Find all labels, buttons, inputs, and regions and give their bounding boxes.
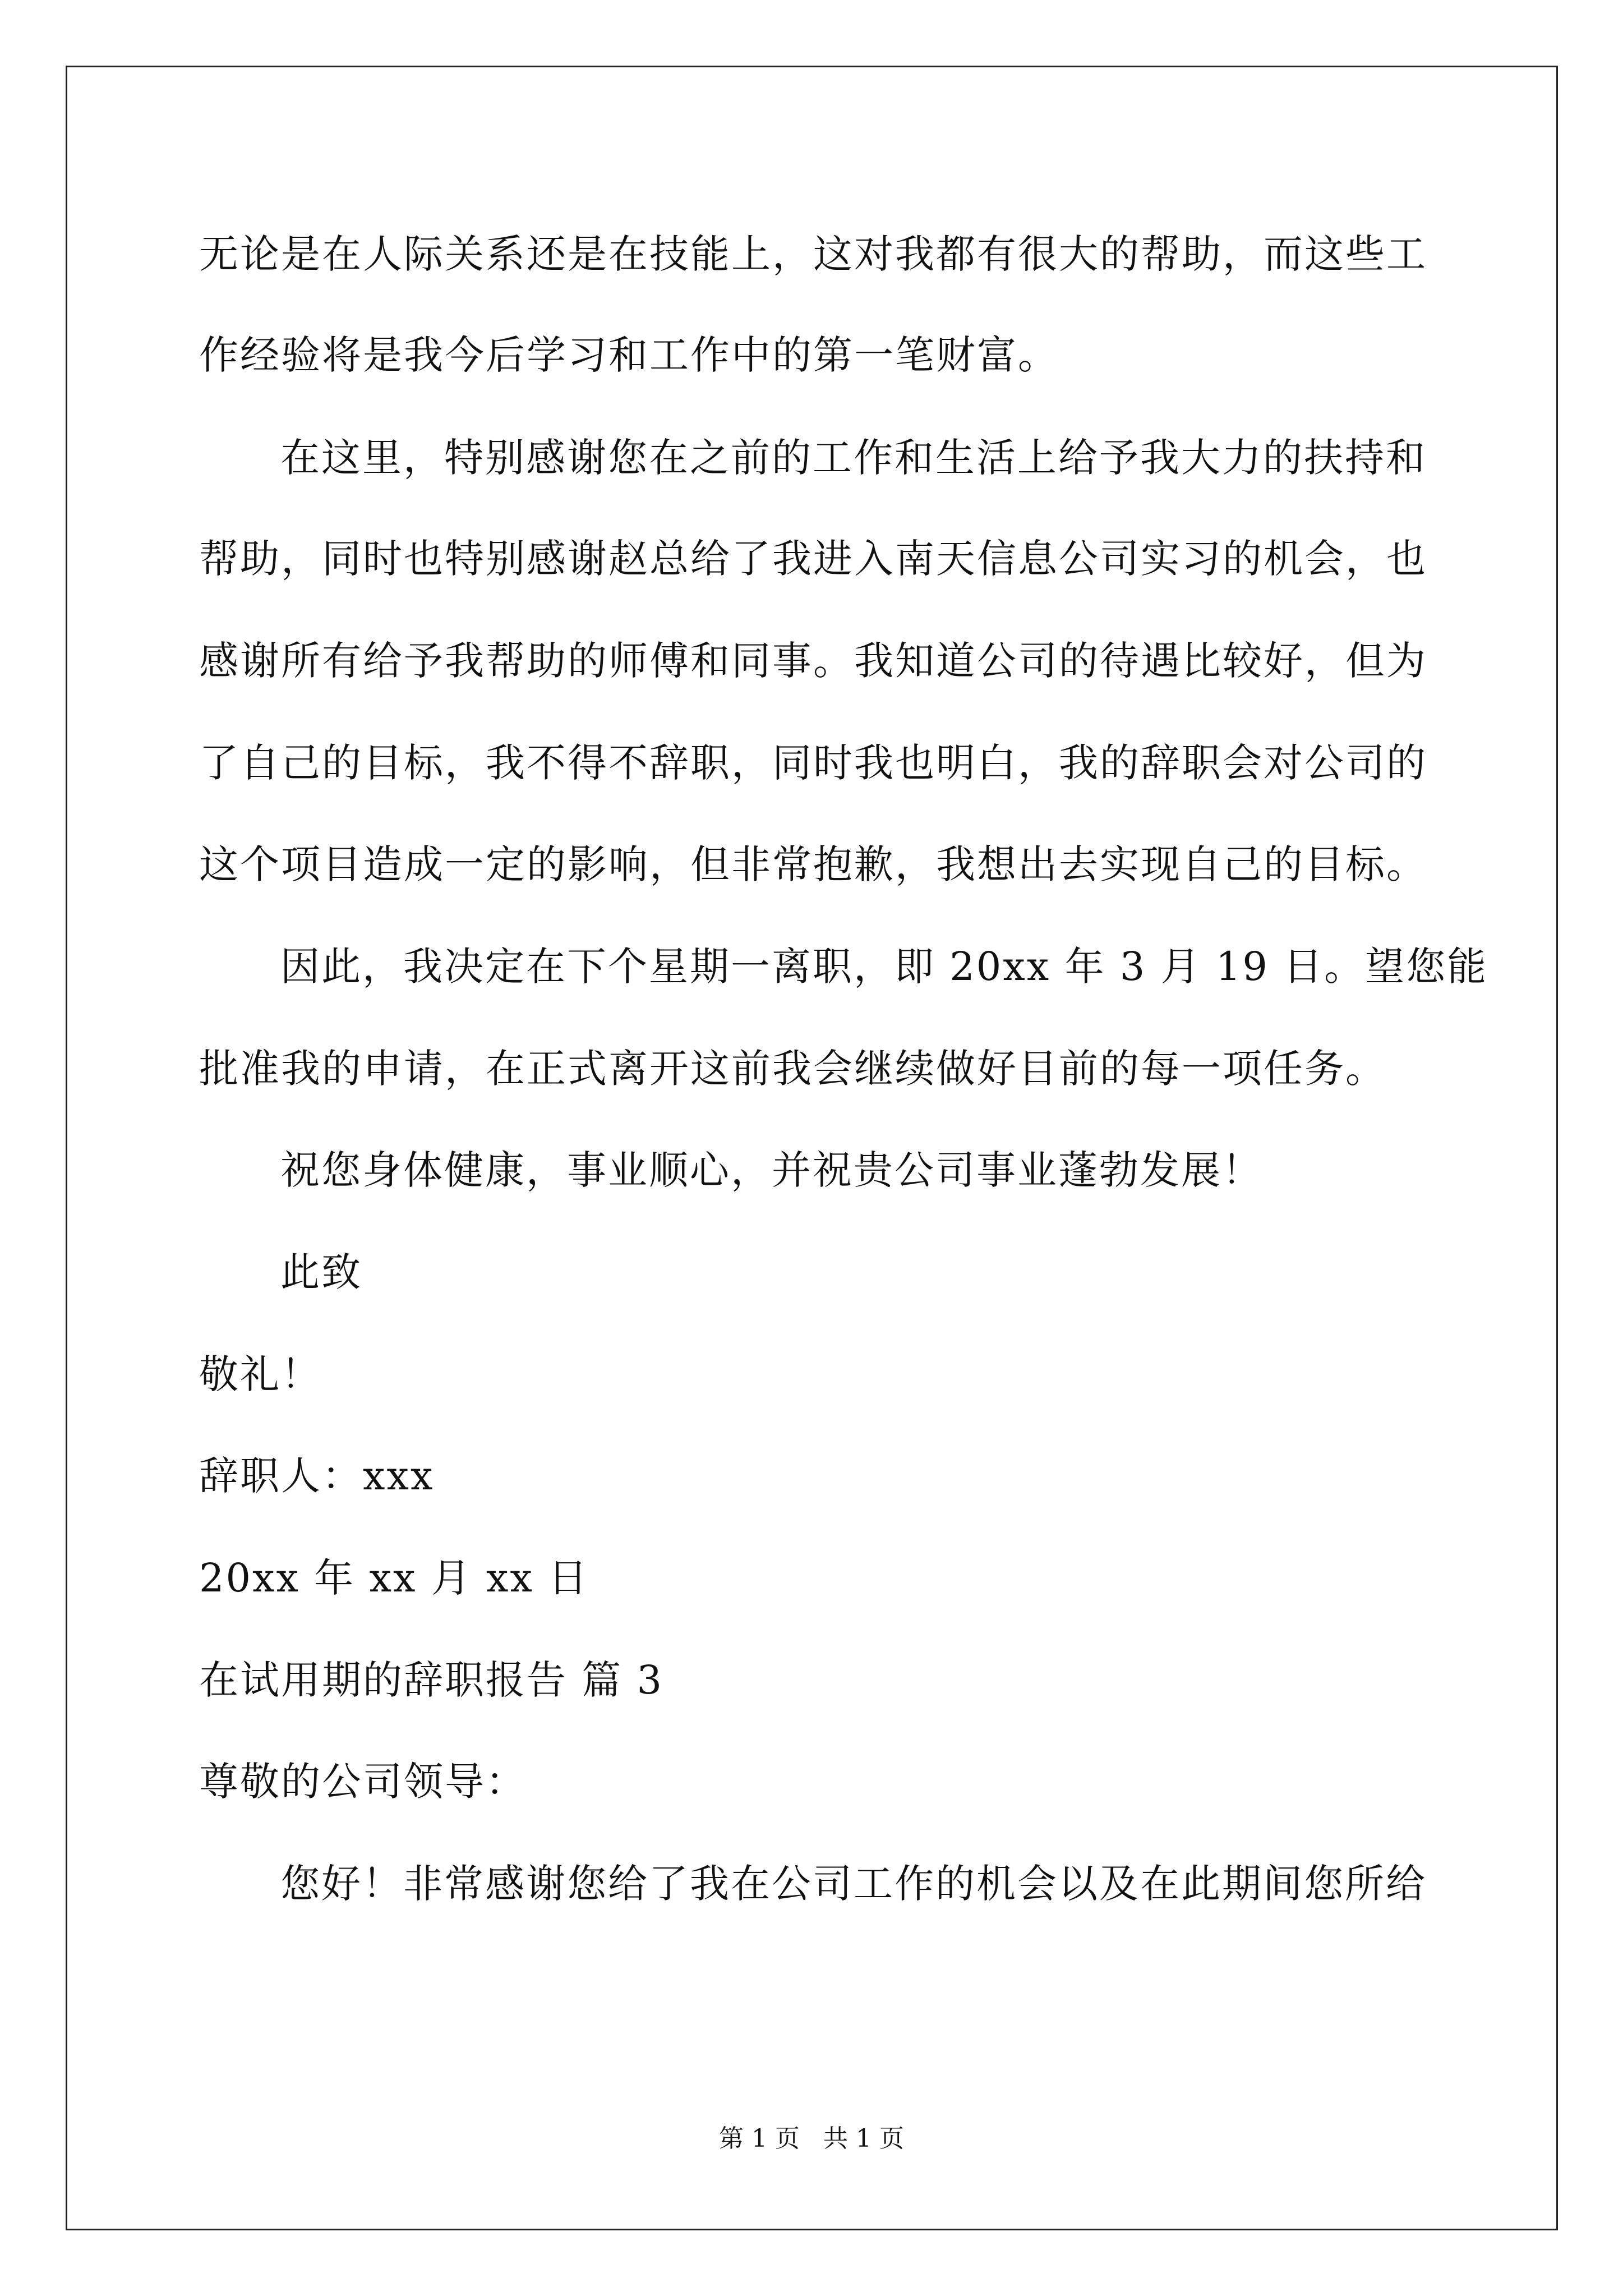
closing-salutation: 此致 — [280, 1249, 362, 1295]
section-heading: 在试用期的辞职报告 篇 3 — [199, 1657, 664, 1703]
page-footer: 第 1 页 共 1 页 — [719, 2124, 904, 2153]
signature-line: 辞职人：xxx — [199, 1453, 435, 1499]
text-line-2: 作经验将是我今后学习和工作中的第一笔财富。 — [199, 332, 1059, 378]
text-line-6: 了自己的目标，我不得不辞职，同时我也明白，我的辞职会对公司的 — [199, 740, 1427, 786]
text-line-5: 感谢所有给予我帮助的师傅和同事。我知道公司的待遇比较好，但为 — [199, 638, 1427, 684]
text-line-4: 帮助，同时也特别感谢赵总给了我进入南天信息公司实习的机会，也 — [199, 536, 1427, 582]
text-line-3: 在这里，特别感谢您在之前的工作和生活上给予我大力的扶持和 — [280, 435, 1427, 481]
text-line-8: 因此，我决定在下个星期一离职，即 20xx 年 3 月 19 日。望您能 — [280, 944, 1488, 990]
text-line-7: 这个项目造成一定的影响，但非常抱歉，我想出去实现自己的目标。 — [199, 841, 1427, 887]
closing-regards: 敬礼！ — [199, 1351, 322, 1397]
text-line-17: 您好！非常感谢您给了我在公司工作的机会以及在此期间您所给 — [280, 1861, 1427, 1907]
greeting-line: 尊敬的公司领导： — [199, 1759, 527, 1805]
text-line-1: 无论是在人际关系还是在技能上，这对我都有很大的帮助，而这些工 — [199, 231, 1427, 277]
text-line-9: 批准我的申请，在正式离开这前我会继续做好目前的每一项任务。 — [199, 1046, 1386, 1092]
date-line: 20xx 年 xx 月 xx 日 — [199, 1555, 589, 1601]
text-line-10: 祝您身体健康，事业顺心，并祝贵公司事业蓬勃发展！ — [280, 1147, 1263, 1193]
